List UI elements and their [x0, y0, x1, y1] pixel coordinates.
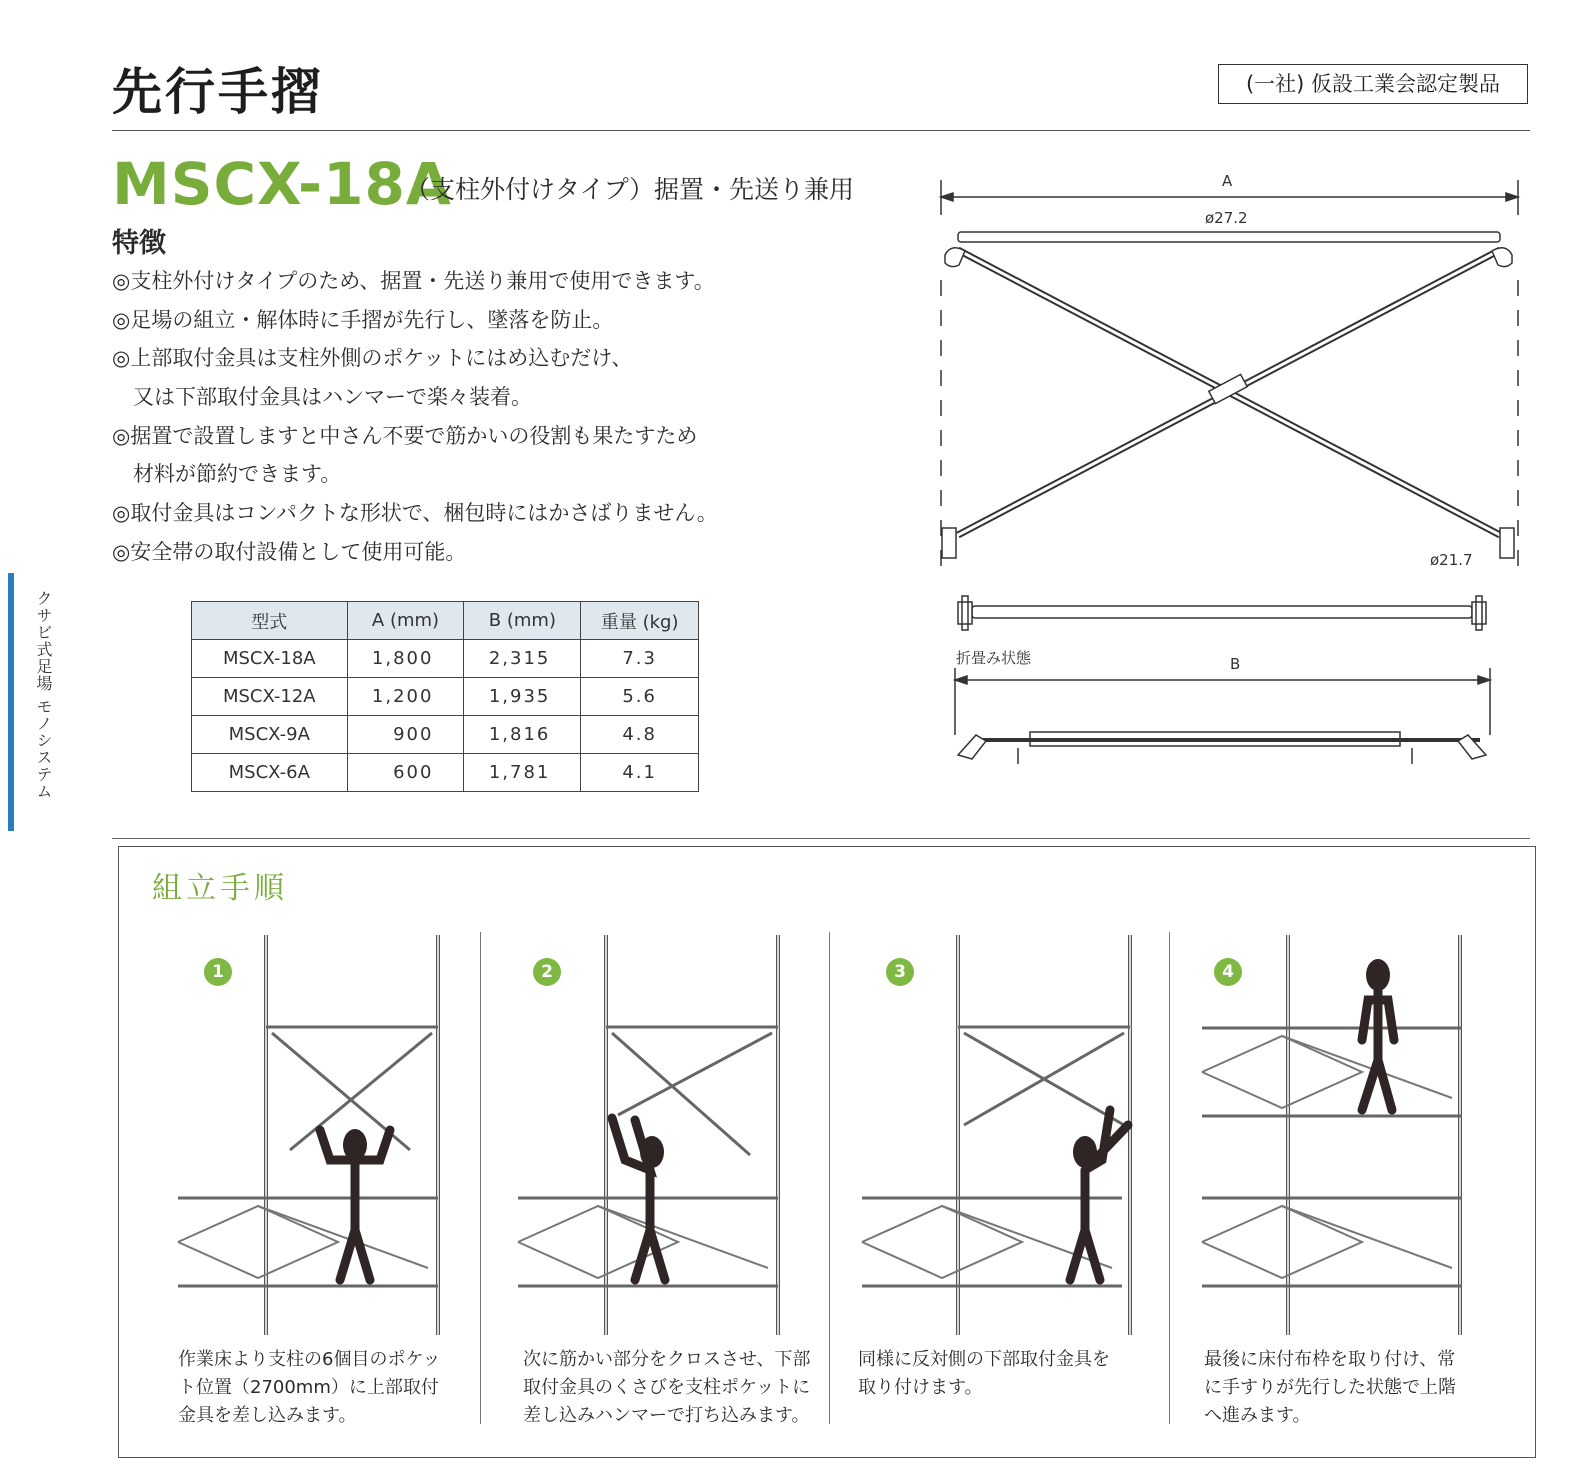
- table-cell-b: 1,935: [464, 678, 581, 716]
- feature-item: ◎取付金具はコンパクトな形状で、梱包時にはかさばりません。: [112, 501, 718, 525]
- folded-state-label: 折畳み状態: [956, 649, 1032, 667]
- table-cell-a: 600: [347, 754, 464, 792]
- caption-line: 金具を差し込みます。: [178, 1405, 357, 1426]
- caption-line: 作業床より支柱の6個目のポケッ: [178, 1349, 441, 1370]
- column-header: 型式: [192, 602, 348, 640]
- table-cell-weight: 7.3: [581, 640, 699, 678]
- step-2-illustration: [518, 935, 778, 1335]
- table-cell-b: 1,781: [464, 754, 581, 792]
- column-header: 重量 (kg): [581, 602, 699, 640]
- top-pipe-diameter-label: ø27.2: [1205, 209, 1248, 227]
- table-cell-model: MSCX-12A: [192, 678, 348, 716]
- table-cell-model: MSCX-18A: [192, 640, 348, 678]
- brace-diameter-label: ø21.7: [1430, 551, 1473, 569]
- step-badge: 3: [886, 958, 914, 986]
- step-badge: 1: [204, 958, 232, 986]
- page-title: 先行手摺: [112, 63, 324, 121]
- table-cell-b: 1,816: [464, 716, 581, 754]
- caption-line: 取り付けます。: [858, 1377, 983, 1398]
- table-cell-model: MSCX-9A: [192, 716, 348, 754]
- feature-item: ◎支柱外付けタイプのため、据置・先送り兼用で使用できます。: [112, 269, 715, 293]
- product-model: MSCX-18A: [112, 150, 452, 218]
- feature-item: ◎安全帯の取付設備として使用可能。: [112, 540, 467, 564]
- table-cell-a: 1,200: [347, 678, 464, 716]
- step-caption: [858, 1346, 1110, 1402]
- step-caption: [178, 1346, 441, 1430]
- step-1-illustration: [178, 935, 438, 1335]
- caption-line: に手すりが先行した状態で上階: [1204, 1377, 1456, 1398]
- table-cell-weight: 4.1: [581, 754, 699, 792]
- feature-item: ◎据置で設置しますと中さん不要で筋かいの役割も果たすため: [112, 424, 698, 448]
- table-cell-a: 900: [347, 716, 464, 754]
- caption-line: 同様に反対側の下部取付金具を: [858, 1349, 1110, 1370]
- caption-line: へ進みます。: [1204, 1405, 1311, 1426]
- step-badge: 4: [1214, 958, 1242, 986]
- step-badge: 2: [533, 958, 561, 986]
- feature-item: 材料が節約できます。: [112, 462, 342, 486]
- step-3-illustration: [862, 935, 1130, 1335]
- dimension-b-label: B: [1230, 655, 1241, 673]
- step-caption: [523, 1346, 810, 1430]
- caption-line: 取付金具のくさびを支柱ポケットに: [523, 1377, 811, 1398]
- caption-line: ト位置（2700mm）に上部取付: [178, 1377, 439, 1398]
- feature-item: ◎足場の組立・解体時に手摺が先行し、墜落を防止。: [112, 308, 614, 332]
- column-header: B (mm): [464, 602, 581, 640]
- caption-line: 次に筋かい部分をクロスさせ、下部: [523, 1349, 811, 1370]
- step-caption: [1204, 1346, 1456, 1430]
- feature-item: 又は下部取付金具はハンマーで楽々装着。: [112, 385, 532, 409]
- table-cell-weight: 4.8: [581, 716, 699, 754]
- caption-line: 最後に床付布枠を取り付け、常: [1204, 1349, 1456, 1370]
- column-header: A (mm): [347, 602, 464, 640]
- feature-item: ◎上部取付金具は支柱外側のポケットにはめ込むだけ、: [112, 346, 633, 370]
- dimension-a-label: A: [1222, 172, 1233, 190]
- certification-badge: (一社) 仮設工業会認定製品: [1218, 64, 1528, 104]
- product-subtitle: （支柱外付けタイプ）据置・先送り兼用: [405, 175, 855, 204]
- table-cell-b: 2,315: [464, 640, 581, 678]
- table-cell-model: MSCX-6A: [192, 754, 348, 792]
- features-title: 特徴: [112, 228, 166, 259]
- step-4-illustration: [1202, 935, 1462, 1335]
- table-cell-a: 1,800: [347, 640, 464, 678]
- table-cell-weight: 5.6: [581, 678, 699, 716]
- caption-line: 差し込みハンマーで打ち込みます。: [523, 1405, 810, 1426]
- assembly-title: 組立手順: [152, 871, 288, 906]
- sidebar-label: クサビ式足場 モノシステム: [34, 590, 53, 801]
